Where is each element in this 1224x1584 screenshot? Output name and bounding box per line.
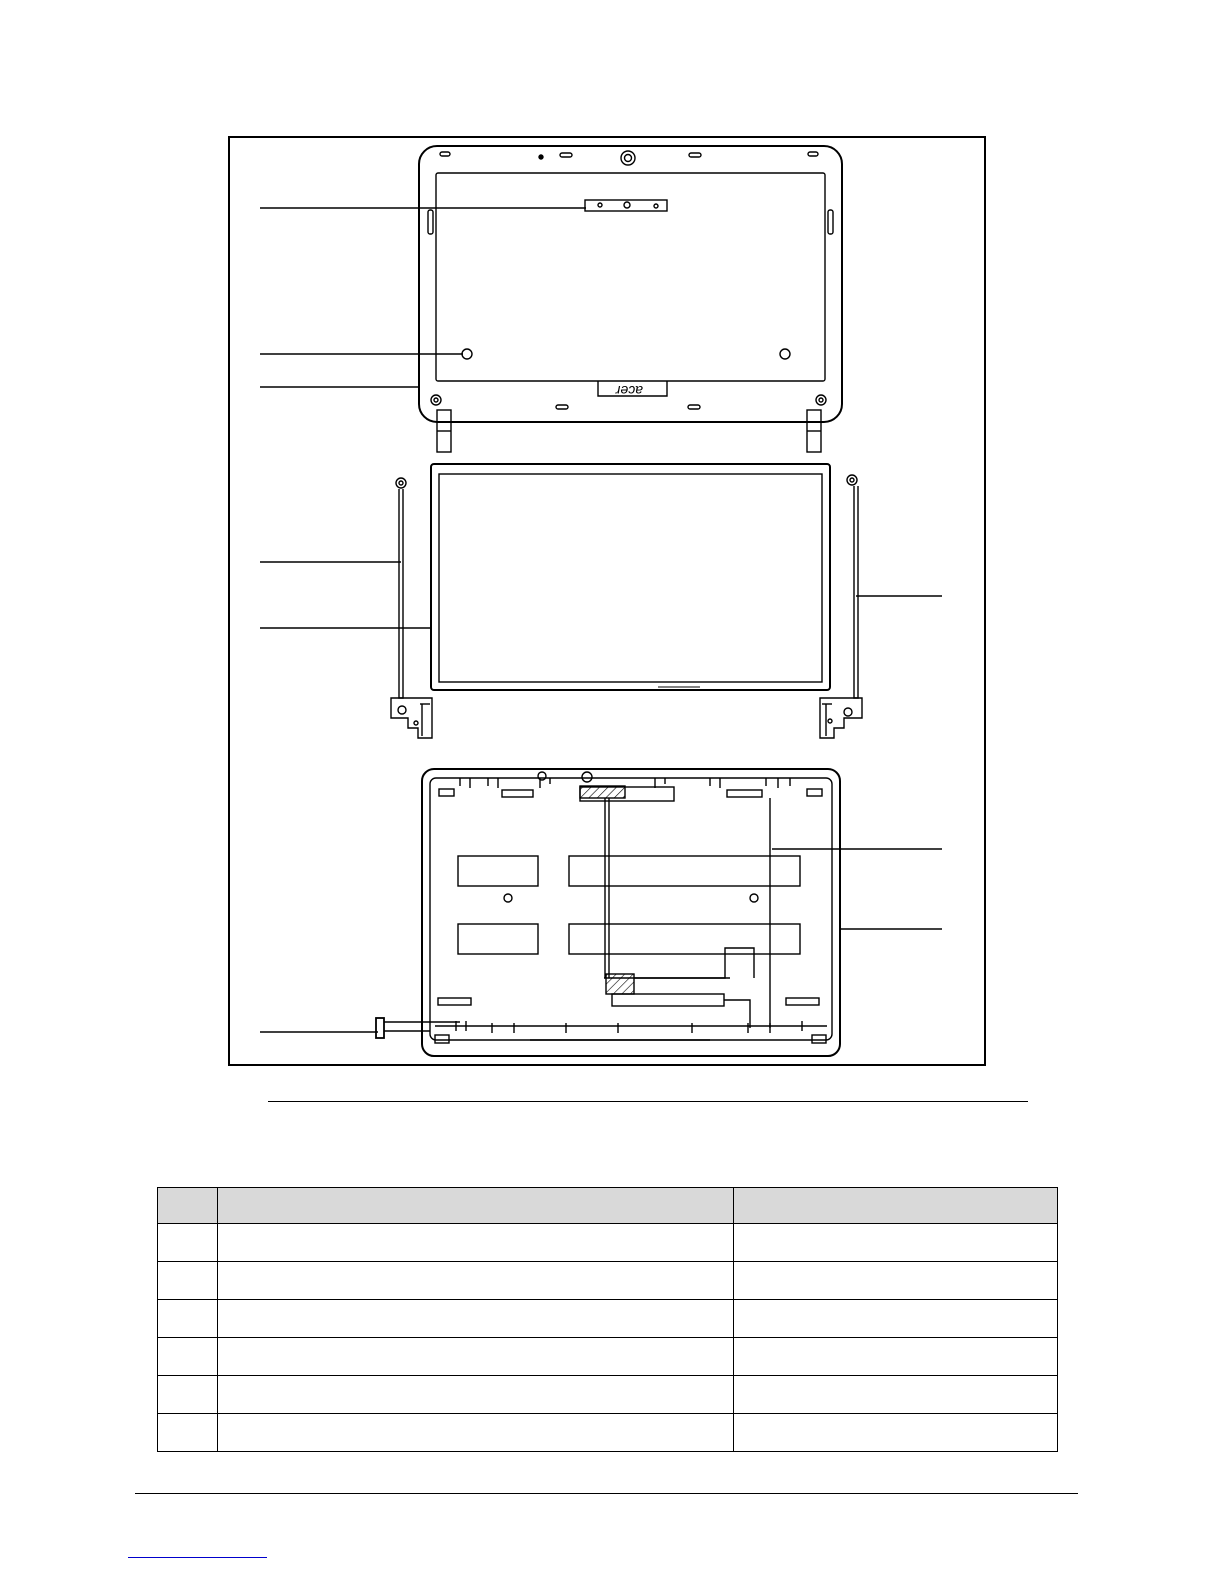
table-cell [734,1262,1058,1300]
table-row [158,1224,1058,1262]
table-cell [218,1224,734,1262]
caption-rule [268,1101,1028,1102]
table-row [158,1262,1058,1300]
table-header-cell [218,1188,734,1224]
table-cell [734,1224,1058,1262]
table-header-cell [158,1188,218,1224]
table-row [158,1338,1058,1376]
lcd-bezel [419,146,842,452]
table-cell [734,1300,1058,1338]
table-cell [218,1376,734,1414]
exploded-diagram [228,136,986,1066]
table-cell [158,1300,218,1338]
table-row [158,1300,1058,1338]
right-hinge [820,475,862,738]
table-cell [734,1338,1058,1376]
parts-table [157,1187,1058,1452]
table-cell [218,1262,734,1300]
table-cell [734,1414,1058,1452]
table-row [158,1376,1058,1414]
table-cell [158,1224,218,1262]
table-cell [158,1414,218,1452]
left-hinge [391,478,432,738]
table-header-cell [734,1188,1058,1224]
table-cell [218,1300,734,1338]
table-cell [218,1338,734,1376]
bezel-logo: acer [615,383,643,399]
table-row [158,1414,1058,1452]
table-cell [218,1414,734,1452]
table-cell [158,1376,218,1414]
lcd-panel [431,464,830,690]
page-link[interactable] [128,1557,267,1558]
footer-rule [135,1493,1078,1494]
table-header-row [158,1188,1058,1224]
table-cell [734,1376,1058,1414]
exploded-diagram-svg [230,138,988,1068]
table-cell [158,1338,218,1376]
camera-board [585,200,667,211]
lcd-cover [422,769,840,1056]
table-cell [158,1262,218,1300]
